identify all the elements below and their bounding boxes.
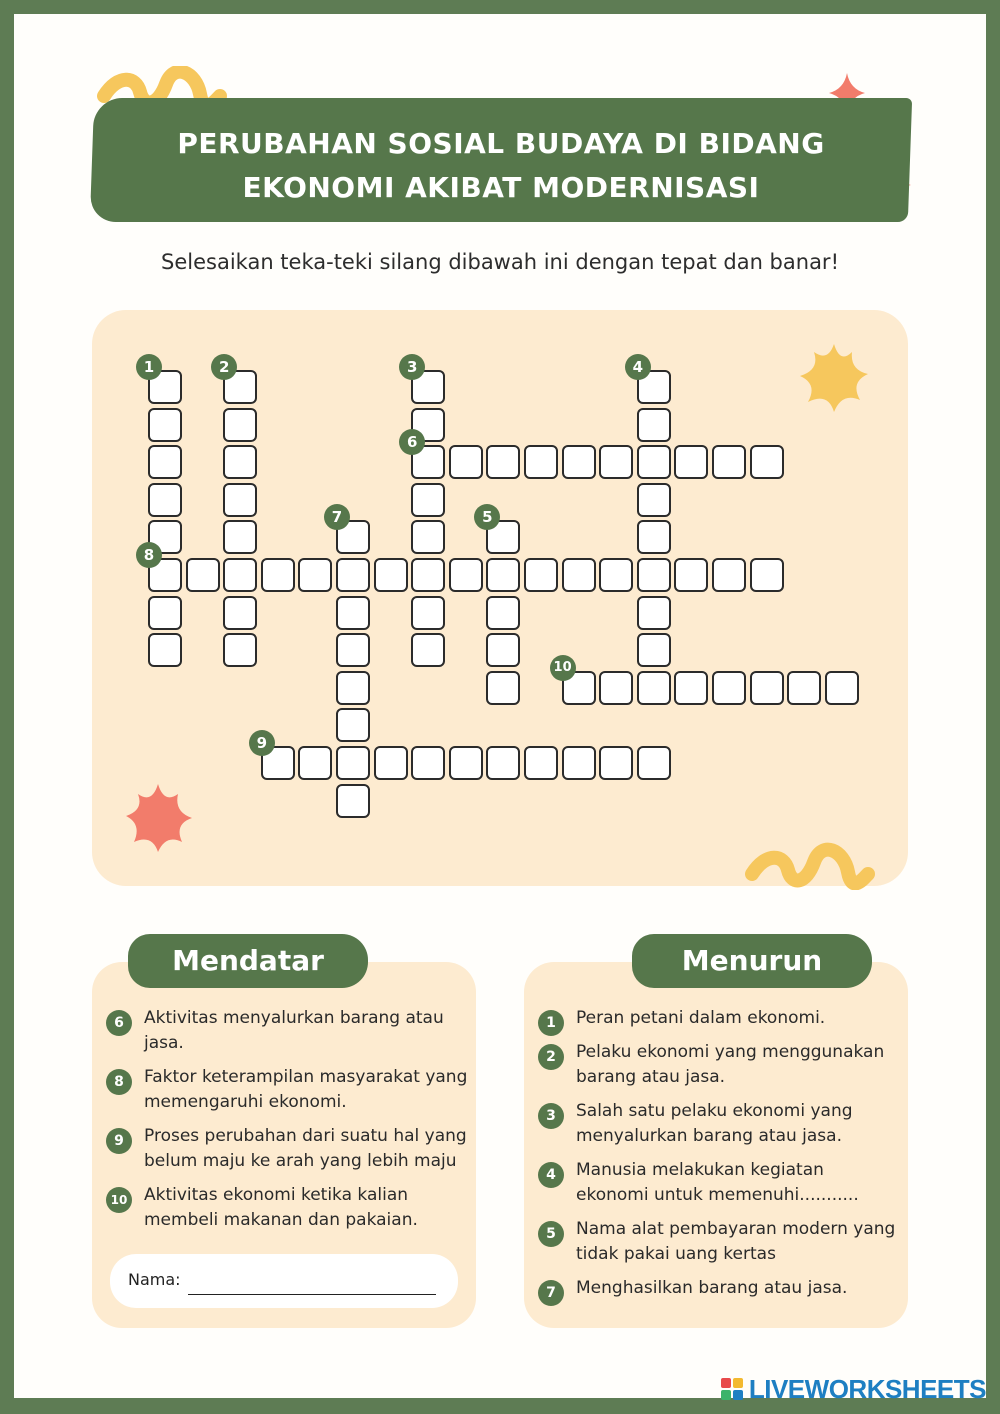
crossword-cell[interactable] [411,596,445,630]
clue-number-badge: 10 [106,1187,132,1213]
crossword-cell[interactable] [637,558,671,592]
mendatar-heading: Mendatar [128,934,368,988]
crossword-cell[interactable] [336,633,370,667]
crossword-cell[interactable] [148,596,182,630]
crossword-cell[interactable] [562,445,596,479]
crossword-cell[interactable] [712,671,746,705]
crossword-cell[interactable] [524,445,558,479]
crossword-cell[interactable] [524,746,558,780]
crossword-cell[interactable] [223,596,257,630]
crossword-cell[interactable] [411,633,445,667]
crossword-cell[interactable] [486,633,520,667]
crossword-cell[interactable] [524,558,558,592]
crossword-cell[interactable] [148,633,182,667]
clue-text: Aktivitas ekonomi ketika kalian membeli makanan dan pakaian. [144,1185,418,1230]
crossword-cell[interactable] [486,671,520,705]
crossword-cell[interactable] [336,671,370,705]
crossword-cell[interactable] [336,558,370,592]
clue-item [538,1006,898,1031]
crossword-cell[interactable] [674,445,708,479]
menurun-clue-list [538,1006,898,1310]
clue-text: Salah satu pelaku ekonomi yang menyalurkan barang atau jasa. [576,1101,853,1146]
crossword-cell[interactable] [411,746,445,780]
crossword-cell[interactable] [599,445,633,479]
clue-item [538,1158,898,1208]
crossword-cell[interactable] [637,483,671,517]
crossword-cell[interactable] [148,558,182,592]
crossword-cell[interactable] [562,558,596,592]
crossword-cell[interactable] [298,746,332,780]
crossword-cell[interactable] [223,483,257,517]
instruction-text: Selesaikan teka-teki silang dibawah ini dengan tepat dan banar! [161,250,839,274]
clue-number-badge: 2 [211,354,237,380]
crossword-cell[interactable] [336,708,370,742]
crossword-cell[interactable] [223,633,257,667]
crossword-cell[interactable] [411,408,445,442]
clue-number-badge: 6 [399,429,425,455]
clue-text: Pelaku ekonomi yang menggunakan barang atau jasa. [576,1042,885,1087]
crossword-cell[interactable] [336,784,370,818]
clue-number-badge: 7 [324,504,350,530]
clue-number-badge: 4 [625,354,651,380]
clue-item [106,1065,478,1115]
squiggle-decoration-bottom [744,840,876,890]
clue-item [538,1217,898,1267]
name-input-line[interactable] [188,1294,436,1295]
crossword-cell[interactable] [787,671,821,705]
clue-number-badge: 3 [538,1103,564,1129]
crossword-cell[interactable] [374,558,408,592]
crossword-cell[interactable] [637,671,671,705]
flower-icon [122,780,196,856]
crossword-cell[interactable] [223,408,257,442]
flower-icon [796,340,872,416]
crossword-cell[interactable] [637,520,671,554]
crossword-cell[interactable] [148,370,182,404]
clue-number-badge: 8 [136,542,162,568]
clue-text: Proses perubahan dari suatu hal yang belum maju ke arah yang lebih maju [144,1126,467,1171]
crossword-cell[interactable] [750,671,784,705]
crossword-cell[interactable] [186,558,220,592]
name-field-box[interactable] [110,1254,458,1308]
crossword-cell[interactable] [411,520,445,554]
crossword-cell[interactable] [411,445,445,479]
crossword-cell[interactable] [336,746,370,780]
crossword-cell[interactable] [637,633,671,667]
crossword-cell[interactable] [637,746,671,780]
crossword-cell[interactable] [411,370,445,404]
crossword-cell[interactable] [336,520,370,554]
crossword-cell[interactable] [148,483,182,517]
crossword-cell[interactable] [712,558,746,592]
clue-number-badge: 1 [136,354,162,380]
crossword-cell[interactable] [599,671,633,705]
crossword-cell[interactable] [486,596,520,630]
crossword-cell[interactable] [449,746,483,780]
crossword-cell[interactable] [750,558,784,592]
crossword-cell[interactable] [637,445,671,479]
crossword-cell[interactable] [223,370,257,404]
title-line-1: PERUBAHAN SOSIAL BUDAYA DI BIDANG [177,127,825,160]
clue-text: Faktor keterampilan masyarakat yang memengaruhi ekonomi. [144,1067,468,1112]
clue-item [106,1124,478,1174]
clue-number-badge: 7 [538,1280,564,1306]
clue-item [106,1006,478,1056]
clue-item [538,1099,898,1149]
crossword-cell[interactable] [411,483,445,517]
crossword-cell[interactable] [562,671,596,705]
clue-item [538,1276,898,1301]
crossword-cell[interactable] [486,520,520,554]
crossword-cell[interactable] [449,445,483,479]
crossword-cell[interactable] [599,558,633,592]
crossword-cell[interactable] [148,445,182,479]
clue-number-badge: 4 [538,1162,564,1188]
clue-number-badge: 5 [474,504,500,530]
crossword-cell[interactable] [674,671,708,705]
liveworksheets-brand[interactable] [721,1374,986,1404]
crossword-cell[interactable] [449,558,483,592]
crossword-cell[interactable] [674,558,708,592]
crossword-cell[interactable] [298,558,332,592]
clue-number-badge: 9 [249,730,275,756]
mendatar-clue-list [106,1006,478,1242]
crossword-cell[interactable] [562,746,596,780]
clue-number-badge: 2 [538,1044,564,1070]
name-label: Nama: [128,1270,181,1289]
clue-number-badge: 10 [550,655,576,681]
clue-number-badge: 6 [106,1010,132,1036]
crossword-cell[interactable] [712,445,746,479]
clue-number-badge: 1 [538,1010,564,1036]
crossword-cell[interactable] [637,370,671,404]
crossword-cell[interactable] [486,445,520,479]
crossword-cell[interactable] [148,520,182,554]
crossword-cell[interactable] [750,445,784,479]
clue-number-badge: 3 [399,354,425,380]
menurun-heading: Menurun [632,934,872,988]
crossword-cell[interactable] [223,520,257,554]
crossword-cell[interactable] [223,445,257,479]
clue-text: Peran petani dalam ekonomi. [576,1008,826,1028]
crossword-cell[interactable] [261,746,295,780]
clue-text: Manusia melakukan kegiatan ekonomi untuk memenuhi........... [576,1160,859,1205]
crossword-cell[interactable] [411,558,445,592]
page-title [92,122,910,210]
title-line-2: EKONOMI AKIBAT MODERNISASI [242,171,760,204]
crossword-cell[interactable] [336,596,370,630]
clue-number-badge: 5 [538,1221,564,1247]
clue-item [538,1040,898,1090]
crossword-cell[interactable] [825,671,859,705]
crossword-cell[interactable] [599,746,633,780]
crossword-cell[interactable] [637,408,671,442]
crossword-cell[interactable] [148,408,182,442]
crossword-cell[interactable] [637,596,671,630]
brand-name: LIVEWORKSHEETS [748,1373,986,1404]
liveworksheets-logo-icon [721,1378,743,1400]
clue-text: Menghasilkan barang atau jasa. [576,1278,848,1298]
clue-item [106,1183,478,1233]
crossword-cell[interactable] [486,746,520,780]
crossword-cell[interactable] [374,746,408,780]
crossword-cell[interactable] [261,558,295,592]
clue-number-badge: 9 [106,1128,132,1154]
clue-number-badge: 8 [106,1069,132,1095]
clue-text: Aktivitas menyalurkan barang atau jasa. [144,1008,444,1053]
clue-text: Nama alat pembayaran modern yang tidak pakai uang kertas [576,1219,896,1264]
crossword-cell[interactable] [486,558,520,592]
crossword-cell[interactable] [223,558,257,592]
